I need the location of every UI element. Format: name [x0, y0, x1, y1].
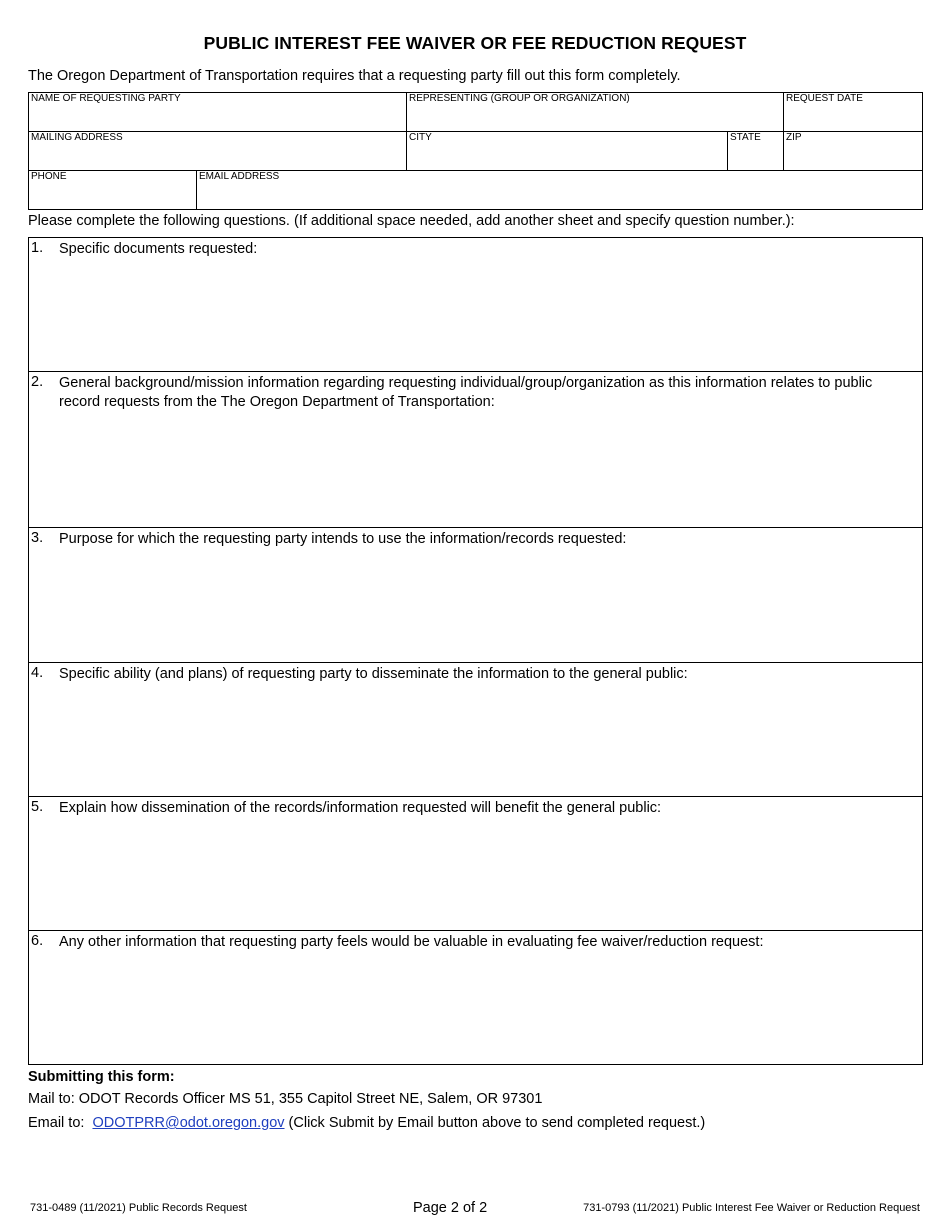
question-box-3 — [28, 527, 923, 663]
question-text: Explain how dissemination of the records/information requested will benefit the general public: — [59, 800, 662, 816]
question-text: Specific ability (and plans) of requesting party to disseminate the information to the general public: — [59, 666, 688, 682]
phone-field-label: PHONE — [31, 171, 67, 182]
question-text: Specific documents requested: — [59, 241, 258, 257]
request-date-field-label: REQUEST DATE — [786, 93, 863, 104]
table-bottom-border — [28, 209, 923, 210]
question-text: Any other information that requesting party feels would be valuable in evaluating fee waiver/reduction request: — [59, 934, 764, 950]
question-3-answer[interactable] — [59, 554, 912, 657]
question-box-2 — [28, 371, 923, 528]
request-date-input[interactable] — [787, 111, 920, 129]
footer-right: 731-0793 (11/2021) Public Interest Fee Waiver or Reduction Request — [583, 1202, 920, 1214]
request-date-field-cell — [783, 92, 923, 132]
state-field-cell — [727, 131, 783, 171]
form-intro: The Oregon Department of Transportation requires that a requesting party fill out this form completely. — [28, 68, 681, 84]
footer-left: 731-0489 (11/2021) Public Records Request — [30, 1202, 247, 1214]
mailing-address-input[interactable] — [32, 150, 403, 168]
email-link[interactable]: ODOTPRR@odot.oregon.gov — [92, 1115, 285, 1131]
question-number: 4. — [31, 665, 44, 681]
question-number: 5. — [31, 799, 44, 815]
table-right-border — [922, 92, 923, 210]
state-input[interactable] — [731, 150, 780, 168]
question-2-answer[interactable] — [59, 416, 912, 522]
questions-instructions: Please complete the following questions. (If additional space needed, add another sheet and specify question number.): — [28, 213, 795, 229]
email-to-line — [28, 1115, 705, 1131]
name-input[interactable] — [32, 111, 403, 129]
email-to-suffix: (Click Submit by Email button above to send completed request.) — [288, 1115, 706, 1131]
page-number: Page 2 of 2 — [413, 1200, 488, 1216]
question-box-1 — [28, 237, 923, 372]
email-field-label: EMAIL ADDRESS — [199, 171, 280, 182]
mailing-address-field-label: MAILING ADDRESS — [31, 132, 123, 143]
question-number: 1. — [31, 240, 44, 256]
state-field-label: STATE — [730, 132, 761, 143]
city-input[interactable] — [410, 150, 724, 168]
email-field-cell — [196, 170, 923, 210]
name-field-label: NAME OF REQUESTING PARTY — [31, 93, 181, 104]
zip-field-cell — [783, 131, 923, 171]
submitting-heading: Submitting this form: — [28, 1069, 175, 1085]
question-box-4 — [28, 662, 923, 797]
question-number: 3. — [31, 530, 44, 546]
question-number: 2. — [31, 374, 44, 390]
representing-input[interactable] — [410, 111, 780, 129]
email-input[interactable] — [200, 189, 920, 207]
question-text: Purpose for which the requesting party intends to use the information/records requested: — [59, 531, 627, 547]
question-4-answer[interactable] — [59, 689, 912, 791]
representing-field-cell — [406, 92, 783, 132]
question-text: General background/mission information regarding requesting individual/group/organization as this information relates to public record requests from the The Oregon Department of Transportation: — [59, 375, 873, 410]
question-number: 6. — [31, 933, 44, 949]
form-title: PUBLIC INTEREST FEE WAIVER OR FEE REDUCTION REQUEST — [203, 33, 747, 53]
zip-input[interactable] — [787, 150, 920, 168]
city-field-label: CITY — [409, 132, 432, 143]
mail-to-text: Mail to: ODOT Records Officer MS 51, 355 Capitol Street NE, Salem, OR 97301 — [28, 1091, 543, 1107]
mailing-address-field-cell — [28, 131, 406, 171]
representing-field-label: REPRESENTING (GROUP OR ORGANIZATION) — [409, 93, 630, 104]
phone-field-cell — [28, 170, 196, 210]
zip-field-label: ZIP — [786, 132, 802, 143]
name-field-cell — [28, 92, 406, 132]
question-1-answer[interactable] — [59, 264, 912, 366]
question-6-answer[interactable] — [59, 957, 912, 1058]
city-field-cell — [406, 131, 727, 171]
question-box-6 — [28, 930, 923, 1065]
email-to-prefix: Email to: — [28, 1115, 85, 1131]
question-box-5 — [28, 796, 923, 931]
question-5-answer[interactable] — [59, 823, 912, 925]
phone-input[interactable] — [32, 189, 193, 207]
